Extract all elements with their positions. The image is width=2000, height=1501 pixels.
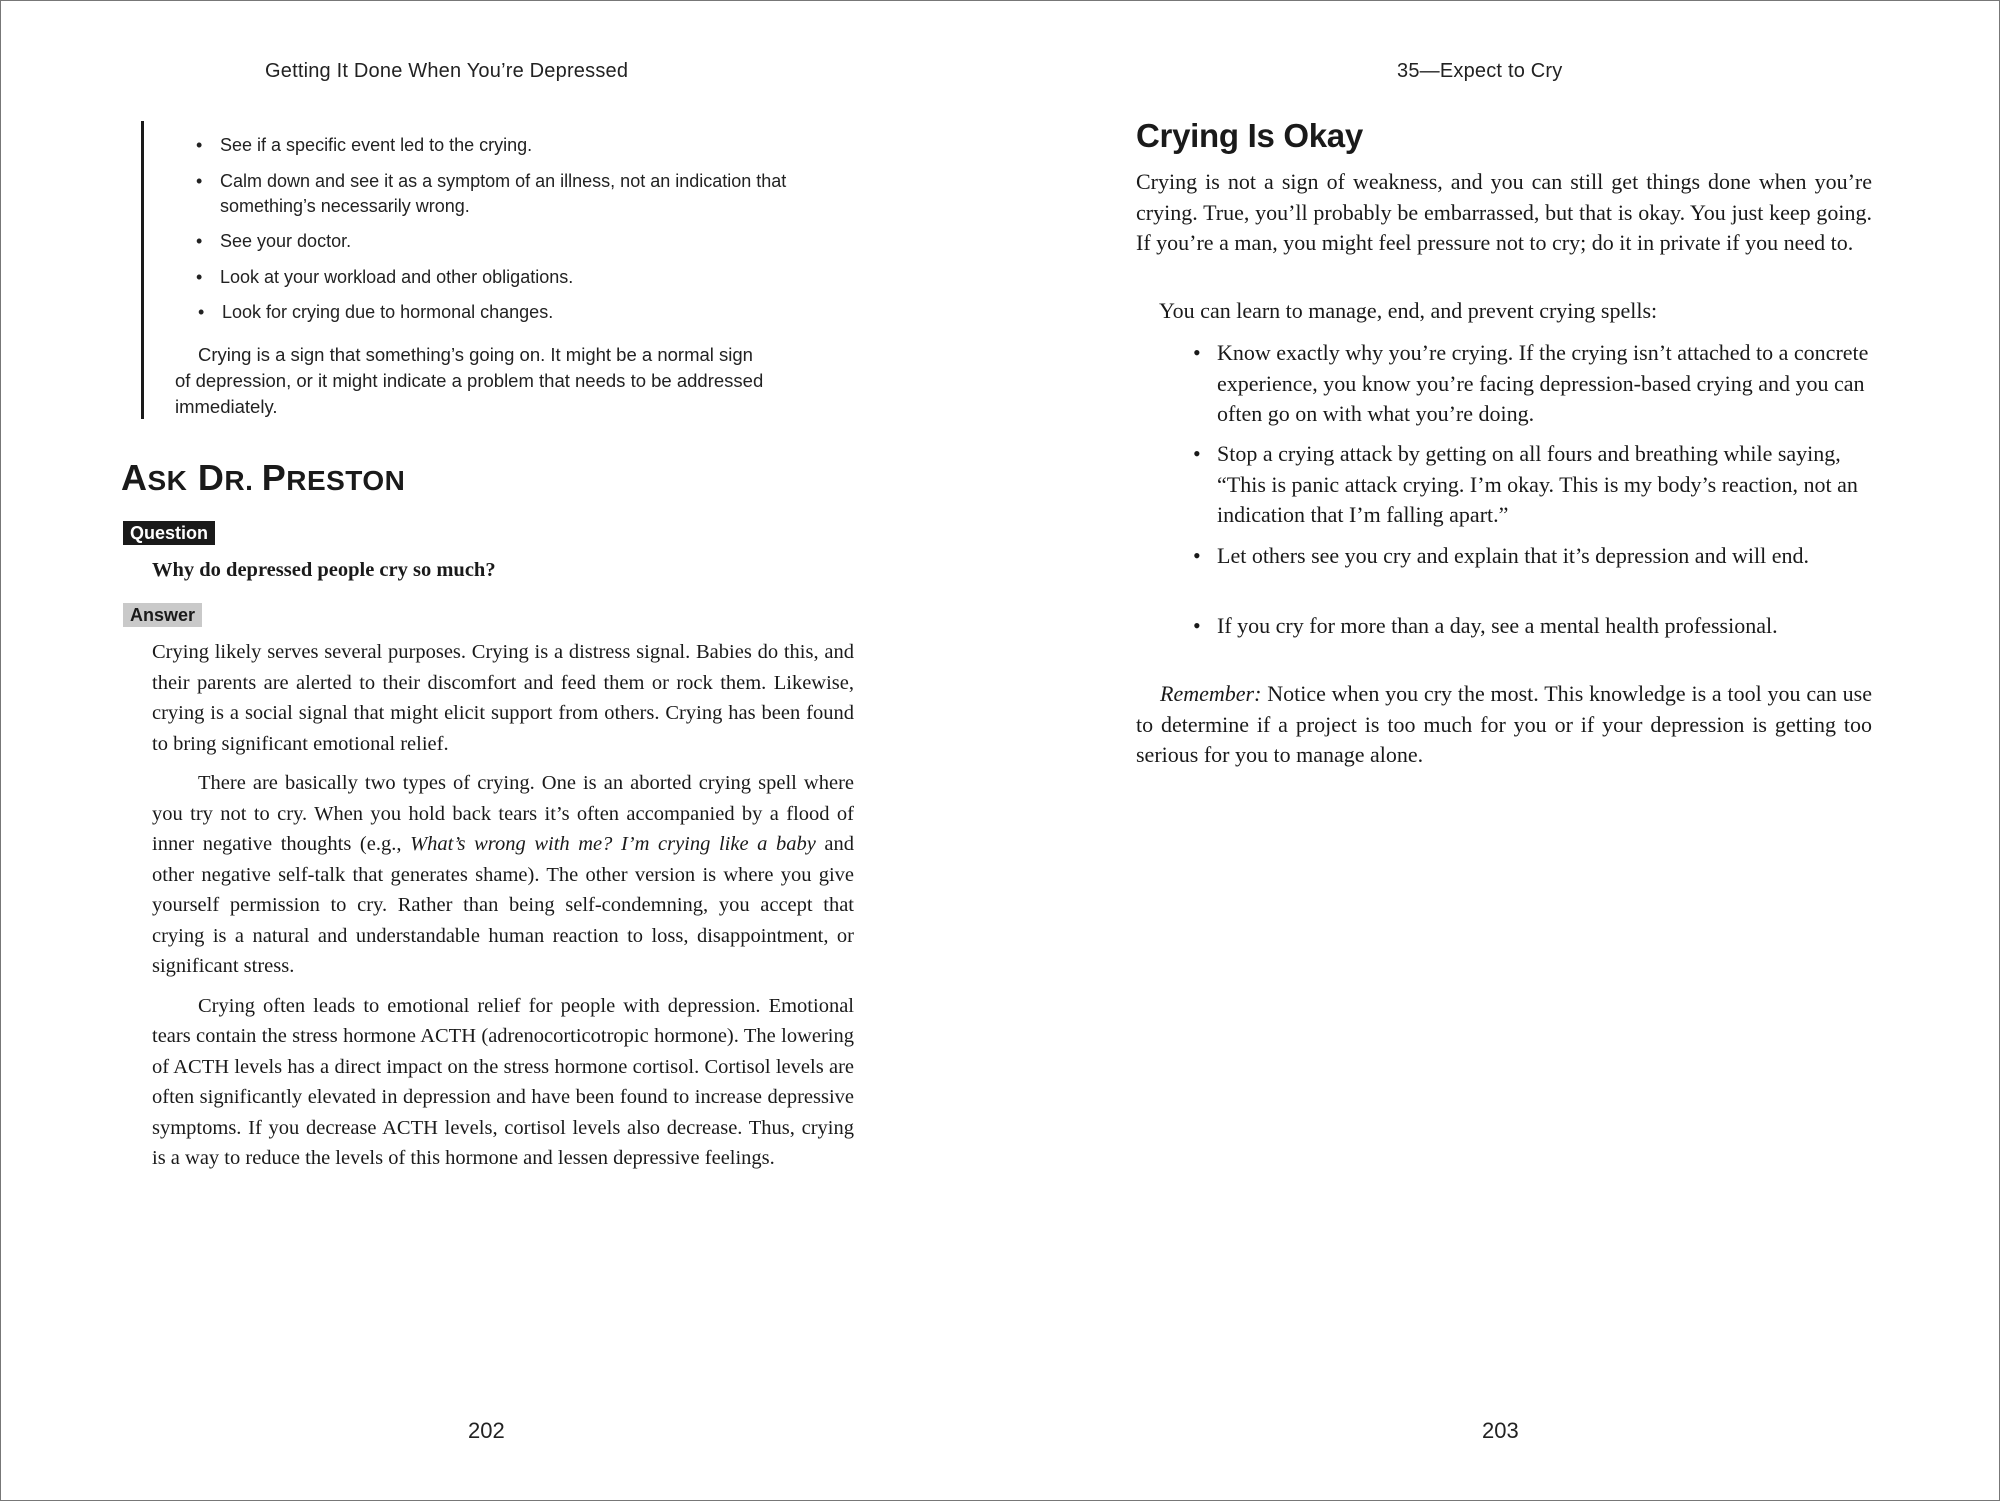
sidebar-bullet-text: something’s necessarily wrong. bbox=[220, 196, 470, 216]
answer-paragraph: Crying often leads to emotional relief for people with depression. Emotional tears contain the stress hormone ACTH (adrenocorticotropic hormone). The lowering of ACTH levels has a direct impact on the stress hormone cortisol. Cortisol levels are often significantly elevated in depression and have been found to increase depressive symptoms. If you decrease ACTH levels, cortisol levels also decrease. Thus, crying is a way to reduce the levels of this hormone and lessen depressive feelings. bbox=[152, 994, 854, 1169]
bullet-dot: • bbox=[1193, 613, 1201, 638]
sidebar-paragraph-line: of depression, or it might indicate a problem that needs to be addressed bbox=[175, 370, 764, 391]
bullet-dot: • bbox=[196, 135, 203, 155]
sidebar-bullet-text: See if a specific event led to the crying. bbox=[220, 135, 533, 155]
remember-text: Notice when you cry the most. This knowledge is a tool you can use to determine if a project is too much for you or if your depression is getting too serious for you to manage alone. bbox=[1136, 681, 1873, 767]
sidebar-bullet-text: Look at your workload and other obligations. bbox=[220, 267, 574, 287]
answer-text: and other negative self-talk that generates shame). The other version is where you give yourself permission to cry. Rather than being self-condemning, you accept that crying is a natural and understandable human reaction to loss, disappointment, or significant stress. bbox=[152, 833, 855, 977]
question-label: Question bbox=[123, 521, 215, 545]
bullet-dot: • bbox=[1193, 543, 1201, 568]
bullet-dot: • bbox=[196, 171, 203, 191]
tip-bullet bbox=[1193, 541, 1817, 572]
answer-italic-text: What’s wrong with me? I’m crying like a baby bbox=[410, 833, 816, 855]
remember-paragraph bbox=[1136, 679, 1872, 771]
sidebar-bullet bbox=[196, 169, 860, 219]
sidebar-rule bbox=[141, 121, 144, 419]
bullet-dot: • bbox=[196, 267, 203, 287]
page-number-right: 203 bbox=[1482, 1418, 1519, 1443]
answer-paragraph bbox=[152, 768, 854, 982]
bullet-dot: • bbox=[198, 302, 205, 322]
sidebar-bullet-text: Calm down and see it as a symptom of an illness, not an indication that bbox=[220, 171, 787, 191]
running-head-right: 35—Expect to Cry bbox=[1397, 60, 1563, 82]
answer-paragraph: Crying likely serves several purposes. Crying is a distress signal. Babies do this, and their parents are alerted to their discomfort and feed them or rock them. Likewise, crying is a social signal that might elicit support from others. Crying has been found to bring significant emotional relief. bbox=[152, 641, 854, 755]
answer-label: Answer bbox=[123, 603, 202, 627]
sidebar-bullet bbox=[196, 229, 860, 254]
tip-bullet-text: Know exactly why you’re crying. If the crying isn’t attached to a concrete experience, you know you’re facing depression-based crying and you can often go on with what you’re doing. bbox=[1217, 340, 1869, 426]
sidebar-paragraph-line: Crying is a sign that something’s going on. It might be a normal sign bbox=[198, 344, 753, 365]
tip-bullet bbox=[1193, 338, 1873, 430]
sidebar-bullet-text: Look for crying due to hormonal changes. bbox=[222, 302, 554, 322]
section-heading: Crying Is Okay bbox=[1136, 117, 1363, 154]
page-number-left: 202 bbox=[468, 1418, 505, 1443]
answer-body bbox=[152, 637, 854, 1174]
tip-bullet bbox=[1193, 439, 1873, 531]
intro-paragraph: Crying is not a sign of weakness, and you can still get things done when you’re crying. True, you’ll probably be embarrassed, but that is okay. You just keep going. If you’re a man, you might feel pressure not to cry; do it in private if you need to. bbox=[1136, 169, 1872, 255]
bullet-dot: • bbox=[1193, 340, 1201, 365]
tip-bullet bbox=[1193, 611, 1887, 642]
lead-in-paragraph: You can learn to manage, end, and prevent crying spells: bbox=[1159, 298, 1658, 323]
ask-heading: ASK DR. PRESTON bbox=[121, 457, 406, 498]
tip-bullet-text: Let others see you cry and explain that it’s depression and will end. bbox=[1217, 543, 1810, 568]
tip-bullet-text: If you cry for more than a day, see a mental health professional. bbox=[1217, 613, 1778, 638]
question-text: Why do depressed people cry so much? bbox=[152, 559, 496, 581]
sidebar-bullet bbox=[198, 300, 862, 325]
sidebar-bullet bbox=[196, 265, 860, 290]
answer-text: There are basically two types of crying. One is an aborted crying spell where you try not to cry. When you hold back tears it’s often accompanied by a flood of inner negative thoughts (e.g., bbox=[152, 772, 854, 855]
tip-bullet-text: Stop a crying attack by getting on all fours and breathing while saying, “This is panic attack crying. I’m okay. This is my body’s reaction, not an indication that I’m falling apart.” bbox=[1217, 441, 1858, 527]
running-head-left: Getting It Done When You’re Depressed bbox=[265, 60, 629, 82]
sidebar-bullet-text: See your doctor. bbox=[220, 231, 352, 251]
sidebar-paragraph bbox=[175, 342, 855, 420]
sidebar-bullet bbox=[196, 133, 860, 158]
bullet-dot: • bbox=[1193, 441, 1201, 466]
bullet-dot: • bbox=[196, 231, 203, 251]
sidebar-paragraph-line: immediately. bbox=[175, 396, 278, 417]
remember-label: Remember: bbox=[1160, 681, 1262, 706]
